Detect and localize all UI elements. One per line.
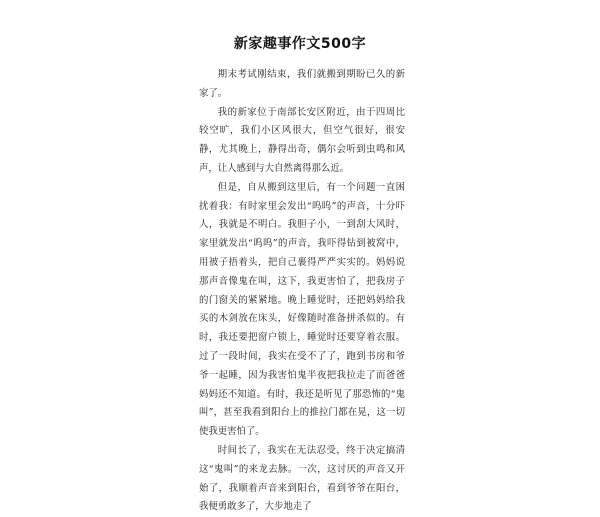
- essay-body: [199, 66, 405, 517]
- paragraph-4: 时间长了，我实在无法忍受，终于决定搞清这“鬼叫”的来龙去脉。一次，这讨厌的声音又开始了，我顺着声音来到阳台，看到爷爷在阳台，我便勇敢多了，大步地走了: [199, 444, 405, 513]
- page-title: 新家趣事作文500字: [233, 36, 367, 52]
- paragraph-3: 但是，自从搬到这里后，有一个问题一直困扰着我：有时家里会发出“呜呜”的声音，十分吓人，我就是不明白。我胆子小，一到刮大风时，家里就发出“呜呜”的声音，我吓得钻到被窝中，用被子捂着头，把自己裹得严严实实的。妈妈说那声音像鬼在叫，这下，我更害怕了，把我房子的门窗关的紧紧地。晚上睡觉时，还把妈妈给我买的木剑放在床头，好像随时准备拼杀似的。有时，我还要把窗户锁上，睡觉时还要穿着衣服。过了一段时间，我实在受不了了，跑到书房和爷爷一起睡，因为我害怕鬼半夜把我拉走了而爸爸妈妈还不知道。有时，我还是听见了那恐怖的“鬼叫”，甚至我看到阳台上的推拉门都在晃，这一切使我更害怕了。: [199, 181, 405, 438]
- paragraph-1: 期末考试刚结束，我们就搬到期盼已久的新家了。: [199, 69, 405, 99]
- paragraph-2: 我的新家位于南部长安区附近，由于四周比较空旷，我们小区风很大，但空气很好，很安静，尤其晚上，静得出奇，偶尔会听到虫鸣和风声，让人感到与大自然离得那么近。: [199, 106, 405, 174]
